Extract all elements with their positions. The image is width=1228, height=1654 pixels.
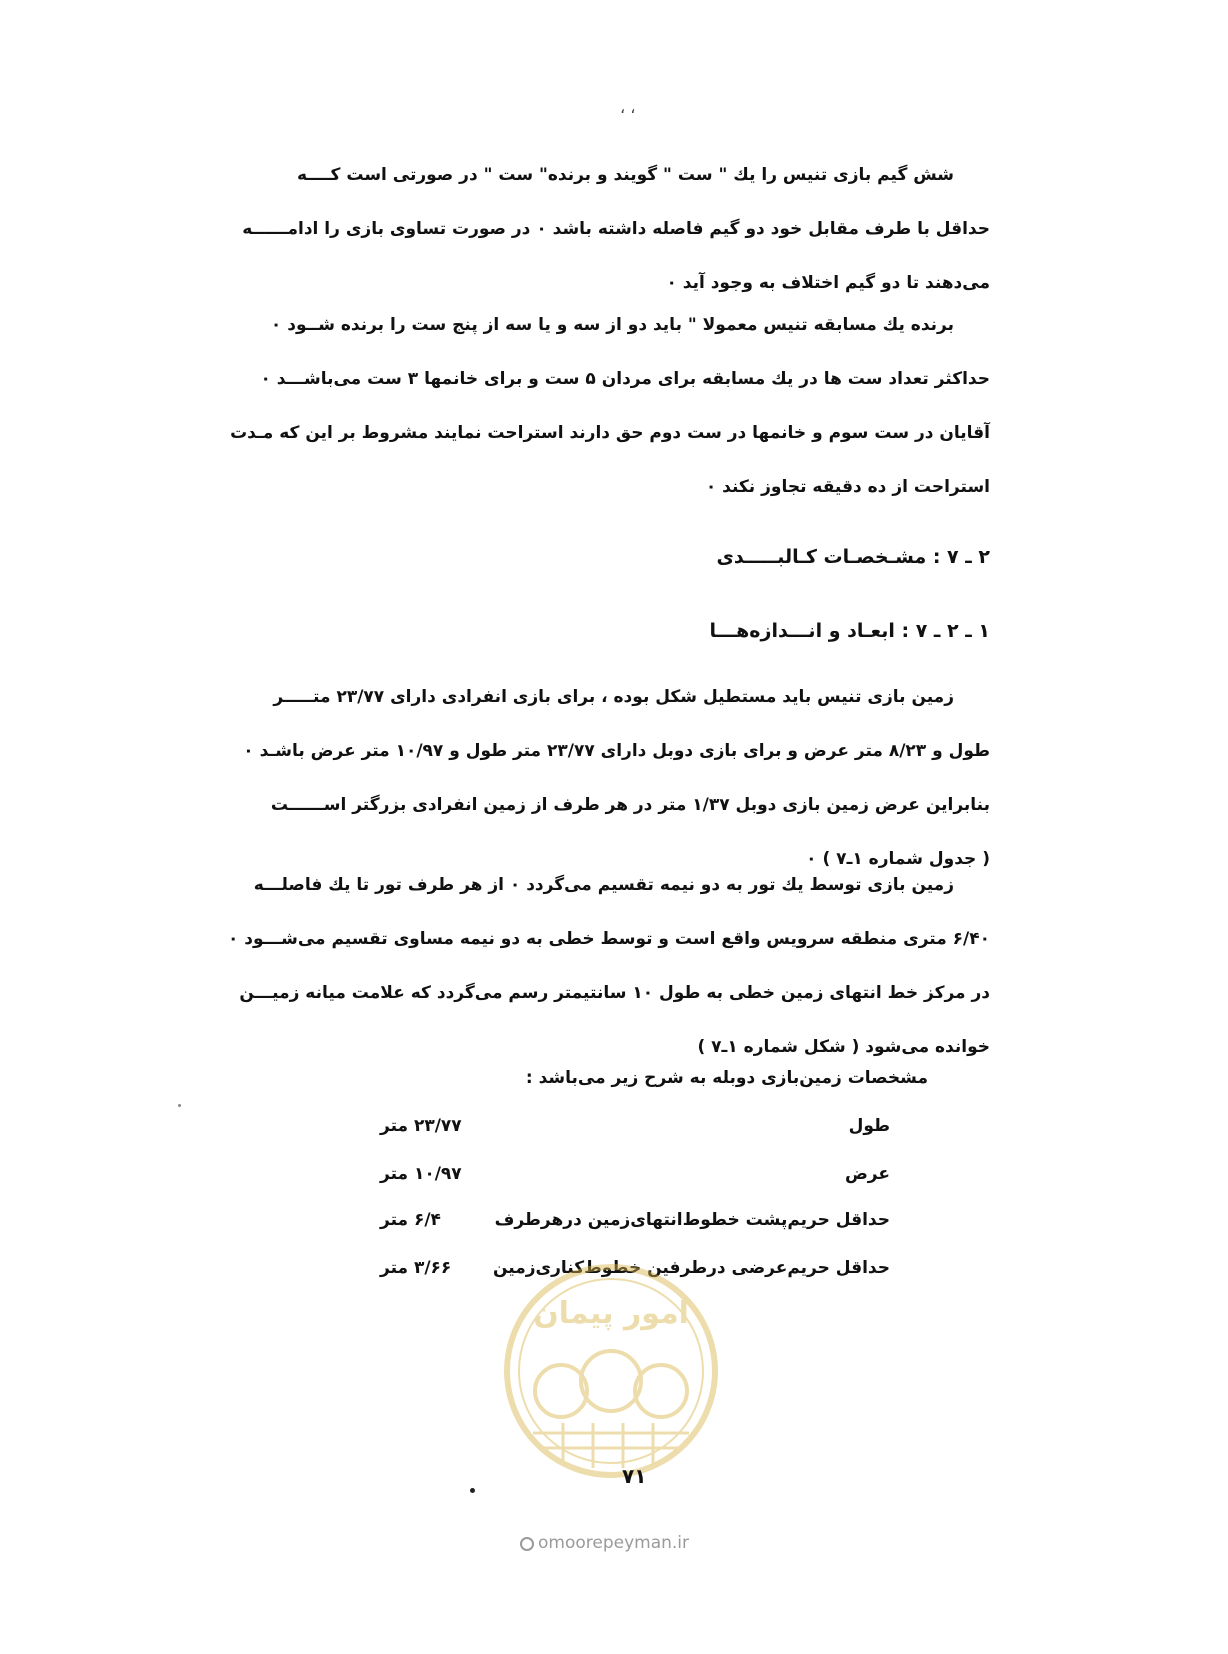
spec-value-back-clearance: ۶/۴ متر [380,1210,441,1230]
text-line: حداقل با طرف مقابل خود دو گیم فاصله داشته باشد ۰ در صورت تساوی بازی را ادامــــــه [242,219,990,239]
rules-paragraph-2 [230,308,990,524]
spec-label-length: طول [848,1116,890,1136]
text-line: خوانده می‌شود ( شكل شماره ۱ـ۷ ) [697,1037,990,1057]
specs-intro: مشخصات زمین‌بازی دوبله به شرح زیر می‌باشد : [525,1068,928,1088]
text-line: زمین بازی تنیس باید مستطیل شكل بوده ، برای بازی انفرادی دارای ۲۳/۷۷ متـــــر [273,687,954,707]
dimensions-paragraph-2 [227,868,990,1084]
text-line: ۶/۴۰ متری منطقه سرویس واقع است و توسط خطی به دو نیمه مساوی تقسیم می‌شـــود ۰ [227,929,990,949]
text-line: برنده یك مسابقه تنیس معمولا " باید دو از سه و یا سه از پنج ست را برنده شــود ۰ [270,315,954,335]
dimensions-paragraph-1 [230,680,990,896]
watermark-seal-logo [503,1263,719,1479]
text-line: طول و ۸/۲۳ متر عرض و برای بازی دوبل دارای ۲۳/۷۷ متر طول و ۱۰/۹۷ متر عرض باشـد ۰ [243,741,990,761]
section-heading: ۲ ـ ۷ : مشـخصـات كـالبـــــدی [716,546,990,568]
rules-paragraph-1 [230,158,990,320]
scan-speck [178,1104,181,1107]
spec-value-length: ۲۳/۷۷ متر [380,1116,462,1136]
spec-value-width: ۱۰/۹۷ متر [380,1164,462,1184]
header-scan-marks: ، ، [620,98,636,117]
text-line: زمین بازی توسط یك تور به دو نیمه تقسیم می‌گردد ۰ از هر طرف تور تا یك فاصلـــه [253,875,954,895]
text-line: می‌دهند تا دو گیم اختلاف به وجود آید ۰ [666,273,990,293]
subsection-heading: ۱ ـ ۲ ـ ۷ : ابعـاد و انـــدازه‌هـــا [709,620,990,642]
text-line: بنابراین عرض زمین بازی دوبل ۱/۳۷ متر در هر طرف از زمین انفرادی بزرگتر اســــــت [270,795,990,815]
spec-value-side-clearance: ۳/۶۶ متر [380,1258,452,1278]
spec-label-side-clearance: حداقل حریم‌عرضی درطرفین خطوط‌كناری‌زمین [492,1258,890,1278]
website-credit [520,1533,689,1553]
spec-label-width: عرض [844,1164,890,1184]
website-text: omoorepeyman.ir [538,1533,690,1553]
spec-label-back-clearance: حداقل حریم‌پشت خطوط‌انتهای‌زمین درهرطرف [494,1210,890,1230]
text-line: آقایان در ست سوم و خانمها در ست دوم حق دارند استراحت نمایند مشروط بر این كه مـدت [230,423,990,443]
text-line: شش گیم بازی تنیس را یك " ست " گویند و برنده" ست " در صورتی است كــــه [296,165,954,185]
scan-speck [470,1488,475,1493]
page-number: ۷۱ [622,1464,647,1488]
at-sign-icon [520,1537,534,1551]
text-line: استراحت از ده دقیقه تجاوز نكند ۰ [705,477,990,497]
text-line: ( جدول شماره ۱ـ۷ ) ۰ [806,849,990,869]
watermark-text: امور پیمان [533,1296,689,1331]
text-line: در مركز خط انتهای زمین خطی به طول ۱۰ سانتیمتر رسم می‌گردد كه علامت میانه زمیـــن [239,983,990,1003]
text-line: حداكثر تعداد ست ها در یك مسابقه برای مردان ۵ ست و برای خانمها ۳ ست می‌باشـــد ۰ [260,369,990,389]
